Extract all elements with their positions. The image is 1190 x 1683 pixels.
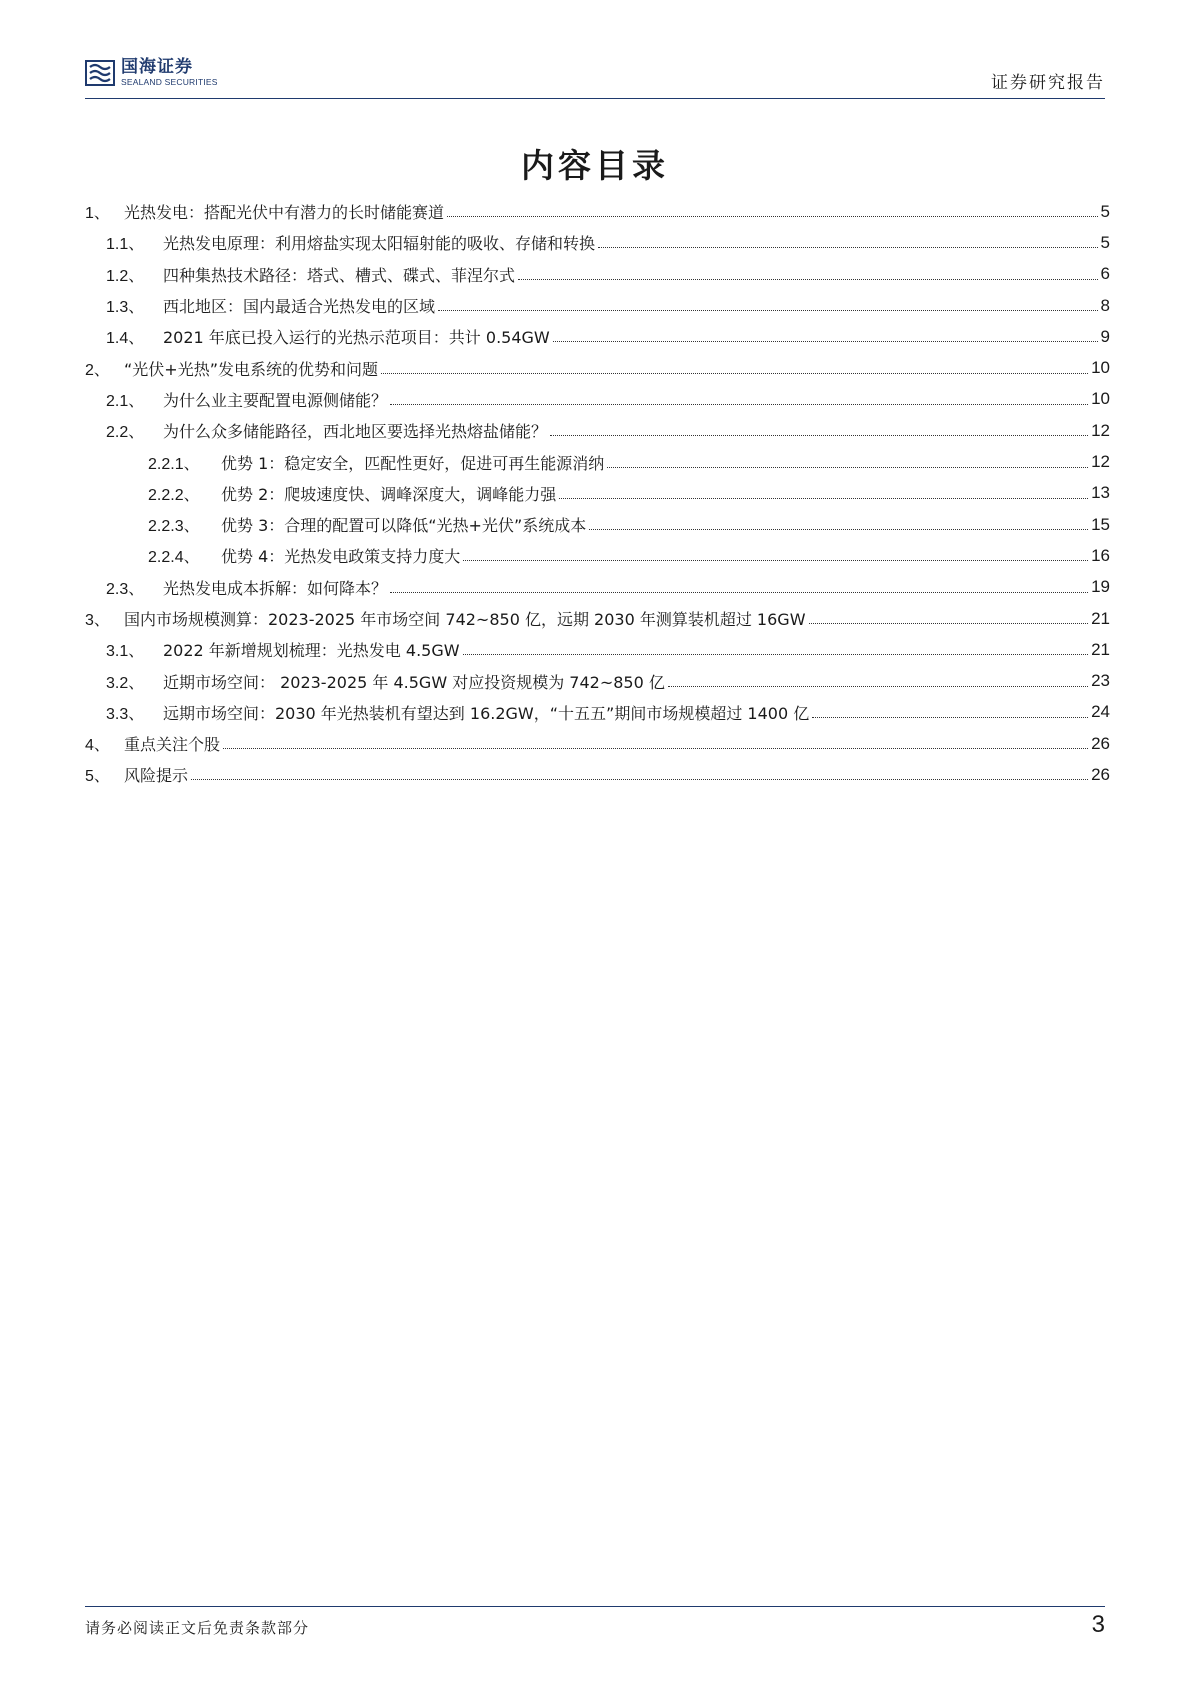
toc-entry-number: 2.3、	[106, 580, 145, 598]
toc-entry-number: 1.4、	[106, 330, 145, 348]
toc-entry-title: 国内市场规模测算：2023-2025 年市场空间 742~850 亿，远期 2030 年测算装机超过 16GW	[124, 610, 806, 629]
toc-entry-number: 1.3、	[106, 299, 145, 317]
toc-entry[interactable]	[85, 697, 1110, 728]
page-title: 内容目录	[521, 146, 669, 185]
toc-entry-page: 12	[1091, 452, 1110, 472]
toc-entry-page: 12	[1091, 420, 1110, 440]
toc-entry-page: 21	[1091, 639, 1110, 659]
toc-entry-page: 16	[1091, 545, 1110, 565]
toc-entry[interactable]	[85, 572, 1110, 603]
toc-entry-page: 23	[1091, 671, 1110, 691]
dot-leader	[447, 216, 1098, 217]
toc-entry[interactable]	[85, 259, 1110, 290]
dot-leader	[598, 247, 1098, 248]
toc-entry-title: 优势 3：合理的配置可以降低“光热+光伏”系统成本	[221, 516, 587, 536]
toc-entry-page: 8	[1100, 295, 1110, 315]
toc-entry-number: 2.2.2、	[148, 486, 200, 504]
toc-entry[interactable]	[85, 603, 1110, 634]
dot-leader	[191, 779, 1088, 780]
toc-entry[interactable]	[85, 509, 1110, 540]
toc-entry-page: 15	[1091, 514, 1110, 534]
toc-entry-number: 3.2、	[106, 674, 145, 692]
toc-entry[interactable]	[85, 352, 1110, 383]
toc-entry-number: 1.1、	[106, 236, 145, 254]
toc-entry-title: 西北地区：国内最适合光热发电的区域	[163, 297, 436, 317]
toc-entry-title: 重点关注个股	[124, 735, 221, 755]
dot-leader	[463, 560, 1088, 561]
dot-leader	[438, 310, 1098, 311]
dot-leader	[463, 654, 1089, 655]
toc-entry-page: 6	[1100, 264, 1110, 284]
toc-entry[interactable]	[85, 446, 1110, 477]
dot-leader	[550, 435, 1088, 436]
toc-entry-number: 3.1、	[106, 643, 145, 661]
toc-entry-page: 10	[1091, 358, 1110, 378]
toc-entry-number: 1.2、	[106, 267, 145, 285]
page-number: 3	[1091, 1611, 1105, 1638]
toc-entry-title: 为什么业主要配置电源侧储能？	[163, 390, 388, 410]
dot-leader	[812, 717, 1088, 718]
toc-entry-title: “光伏+光热”发电系统的优势和问题	[124, 359, 378, 379]
dot-leader	[668, 686, 1088, 687]
toc-entry[interactable]	[85, 759, 1110, 790]
toc-entry[interactable]	[85, 384, 1110, 415]
toc-entry-page: 5	[1100, 232, 1110, 252]
toc-entry-number: 2.2.3、	[148, 518, 200, 536]
disclaimer-text: 请务必阅读正文后免责条款部分	[85, 1619, 310, 1637]
toc-entry-page: 13	[1091, 483, 1110, 503]
toc-entry-number: 2.2.4、	[148, 549, 200, 567]
dot-leader	[607, 467, 1088, 468]
dot-leader	[553, 341, 1098, 342]
toc-entry-title: 光热发电：搭配光伏中有潜力的长时储能赛道	[124, 203, 445, 223]
toc-entry-title: 风险提示	[124, 766, 189, 786]
toc-entry-title: 优势 4：光热发电政策支持力度大	[221, 547, 461, 567]
toc-entry[interactable]	[85, 665, 1110, 696]
toc-entry-number: 2.2.1、	[148, 455, 200, 473]
toc-entry-number: 2.2、	[106, 424, 145, 442]
toc-entry-number: 3.3、	[106, 705, 145, 723]
toc-entry-title: 为什么众多储能路径，西北地区要选择光热熔盐储能？	[163, 422, 548, 442]
toc-entry-page: 9	[1100, 326, 1110, 346]
toc-entry[interactable]	[85, 478, 1110, 509]
dot-leader	[518, 279, 1098, 280]
table-of-contents	[85, 196, 1110, 791]
toc-entry-title: 远期市场空间：2030 年光热装机有望达到 16.2GW，“十五五”期间市场规模超过 1400 亿	[163, 703, 810, 723]
dot-leader	[390, 592, 1088, 593]
toc-entry[interactable]	[85, 227, 1110, 258]
toc-entry[interactable]	[85, 290, 1110, 321]
toc-entry-page: 19	[1091, 577, 1110, 597]
toc-entry-title: 四种集热技术路径：塔式、槽式、碟式、菲涅尔式	[163, 265, 516, 285]
toc-entry[interactable]	[85, 415, 1110, 446]
company-logo	[85, 58, 218, 87]
toc-entry[interactable]	[85, 634, 1110, 665]
dot-leader	[223, 748, 1088, 749]
page-footer	[85, 1606, 1105, 1647]
sealand-logo-icon	[85, 59, 115, 87]
toc-entry[interactable]	[85, 728, 1110, 759]
dot-leader	[381, 373, 1088, 374]
logo-chinese-name: 国海证券	[121, 57, 193, 77]
toc-entry-number: 1、	[85, 205, 110, 223]
page-header	[85, 52, 1105, 99]
dot-leader	[809, 623, 1089, 624]
toc-entry-title: 优势 2：爬坡速度快、调峰深度大，调峰能力强	[221, 484, 557, 504]
report-type-label: 证券研究报告	[991, 73, 1105, 93]
toc-entry-title: 2022 年新增规划梳理：光热发电 4.5GW	[163, 641, 460, 661]
dot-leader	[589, 529, 1088, 530]
toc-entry-title: 优势 1：稳定安全，匹配性更好，促进可再生能源消纳	[221, 453, 605, 473]
toc-entry-number: 4、	[85, 737, 110, 755]
toc-entry-page: 5	[1100, 201, 1110, 221]
toc-entry-page: 10	[1091, 389, 1110, 409]
logo-english-name: SEALAND SECURITIES	[121, 77, 218, 87]
toc-entry-title: 2021 年底已投入运行的光热示范项目：共计 0.54GW	[163, 328, 550, 348]
toc-entry-page: 21	[1091, 608, 1110, 628]
toc-entry[interactable]	[85, 321, 1110, 352]
toc-entry-page: 26	[1091, 733, 1110, 753]
toc-entry-title: 近期市场空间： 2023-2025 年 4.5GW 对应投资规模为 742~850 亿	[163, 672, 665, 692]
toc-entry-number: 2、	[85, 361, 110, 379]
dot-leader	[559, 498, 1088, 499]
toc-entry-title: 光热发电成本拆解：如何降本？	[163, 578, 388, 598]
toc-entry[interactable]	[85, 196, 1110, 227]
toc-entry[interactable]	[85, 540, 1110, 571]
toc-entry-number: 3、	[85, 612, 110, 629]
toc-entry-number: 2.1、	[106, 392, 145, 410]
dot-leader	[390, 404, 1088, 405]
toc-entry-page: 26	[1091, 764, 1110, 784]
toc-entry-page: 24	[1091, 702, 1110, 722]
toc-entry-number: 5、	[85, 768, 110, 786]
toc-entry-title: 光热发电原理：利用熔盐实现太阳辐射能的吸收、存储和转换	[163, 234, 596, 254]
